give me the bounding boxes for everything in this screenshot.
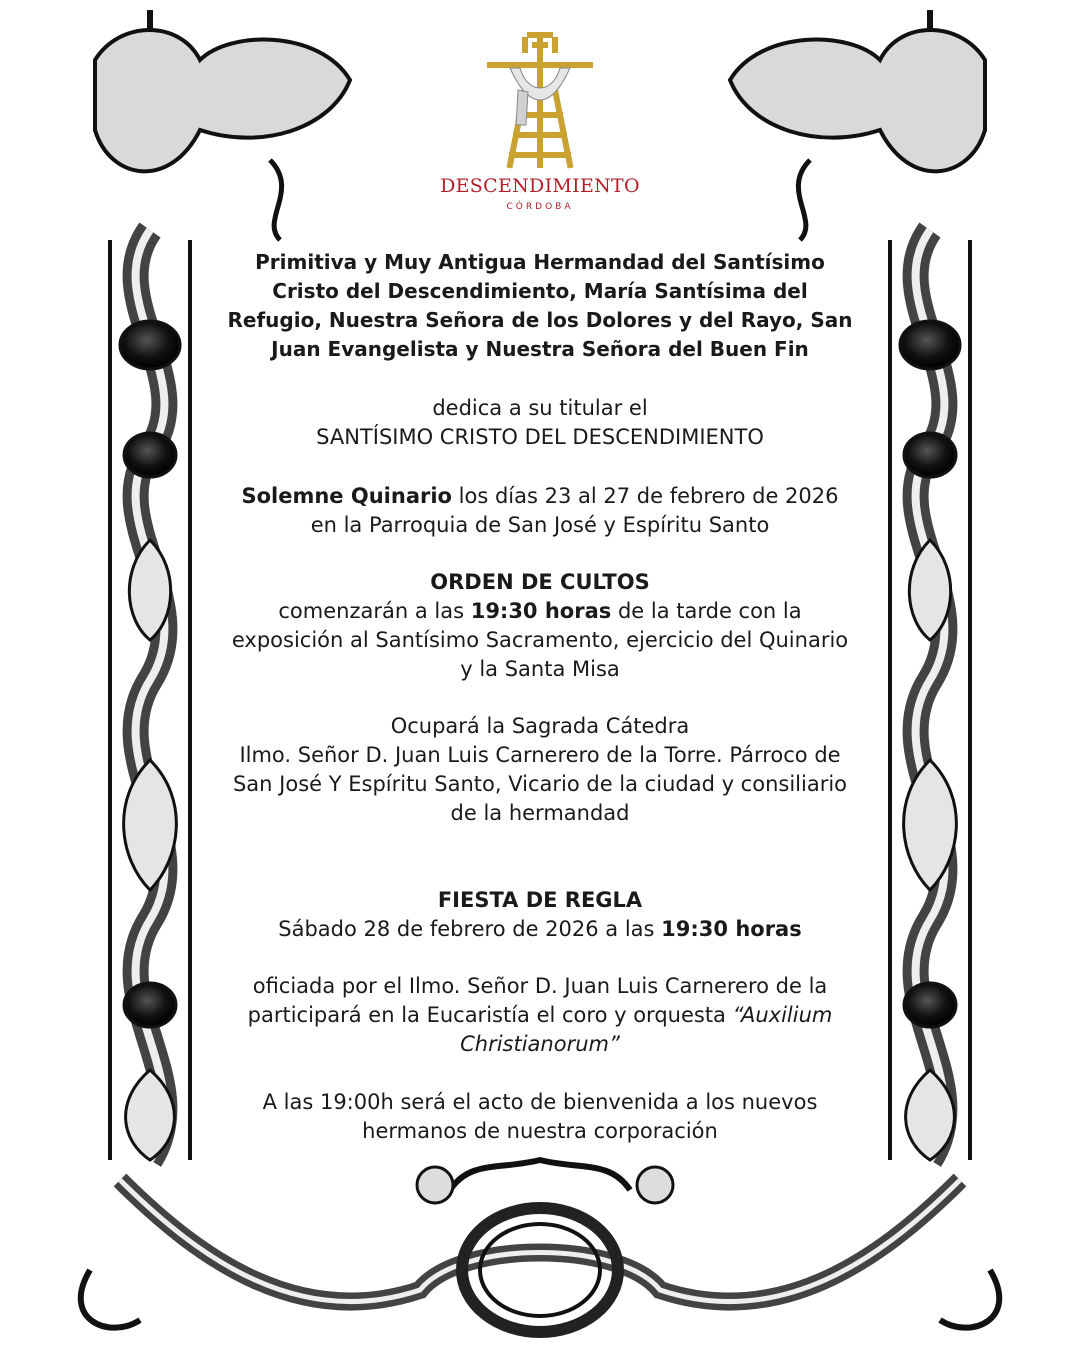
orden-post: de la tarde con la exposición al Santísimo Sacramento, ejercicio del Quinario y la Santa Misa bbox=[231, 599, 849, 681]
logo-title: DESCENDIMIENTO bbox=[440, 175, 640, 197]
quinario-place: en la Parroquia de San José y Espíritu Santo bbox=[310, 513, 770, 537]
logo-city: CÓRDOBA bbox=[506, 202, 574, 212]
fiesta-officiant-section bbox=[225, 972, 855, 1059]
brotherhood-logo bbox=[440, 30, 640, 220]
quinario-section bbox=[225, 482, 855, 540]
catedra-preacher: Ilmo. Señor D. Juan Luis Carnerero de la Torre. Párroco de San José Y Espíritu Santo, Vicario de la ciudad y consiliario de la hermandad bbox=[232, 743, 848, 825]
welcome-section bbox=[225, 1088, 855, 1146]
orden-pre: comenzarán a las bbox=[278, 599, 471, 623]
quinario-label: Solemne Quinario bbox=[241, 484, 452, 508]
dedication-line: dedica a su titular el bbox=[432, 396, 648, 420]
orden-time: 19:30 horas bbox=[470, 599, 612, 623]
brotherhood-name bbox=[225, 248, 855, 364]
choir-name: “Auxilium Christianorum” bbox=[460, 1003, 833, 1056]
quinario-dates: los días 23 al 27 de febrero de 2026 bbox=[451, 484, 839, 508]
fiesta-officiant: oficiada por el Ilmo. Señor D. Juan Luis Carnerero de la participará en la Eucaristía el coro y orquesta bbox=[247, 974, 828, 1027]
orden-heading: ORDEN DE CULTOS bbox=[430, 570, 650, 594]
catedra-heading: Ocupará la Sagrada Cátedra bbox=[390, 714, 690, 738]
titular-name: SANTÍSIMO CRISTO DEL DESCENDIMIENTO bbox=[316, 425, 764, 449]
catedra-section bbox=[225, 712, 855, 828]
fiesta-date: Sábado 28 de febrero de 2026 a las bbox=[278, 917, 662, 941]
orden-section bbox=[225, 568, 855, 684]
cross-ladder-icon bbox=[480, 30, 600, 170]
welcome-text: A las 19:00h será el acto de bienvenida a los nuevos hermanos de nuestra corporación bbox=[262, 1090, 818, 1143]
brotherhood-title: Primitiva y Muy Antigua Hermandad del Santísimo Cristo del Descendimiento, María Santísima del Refugio, Nuestra Señora de los Dolores y del Rayo, San Juan Evangelista y Nuestra Señora del Buen Fin bbox=[227, 250, 853, 361]
fiesta-time: 19:30 horas bbox=[661, 917, 802, 941]
fiesta-section bbox=[225, 886, 855, 944]
dedication-section bbox=[225, 394, 855, 452]
fiesta-heading: FIESTA DE REGLA bbox=[437, 888, 643, 912]
